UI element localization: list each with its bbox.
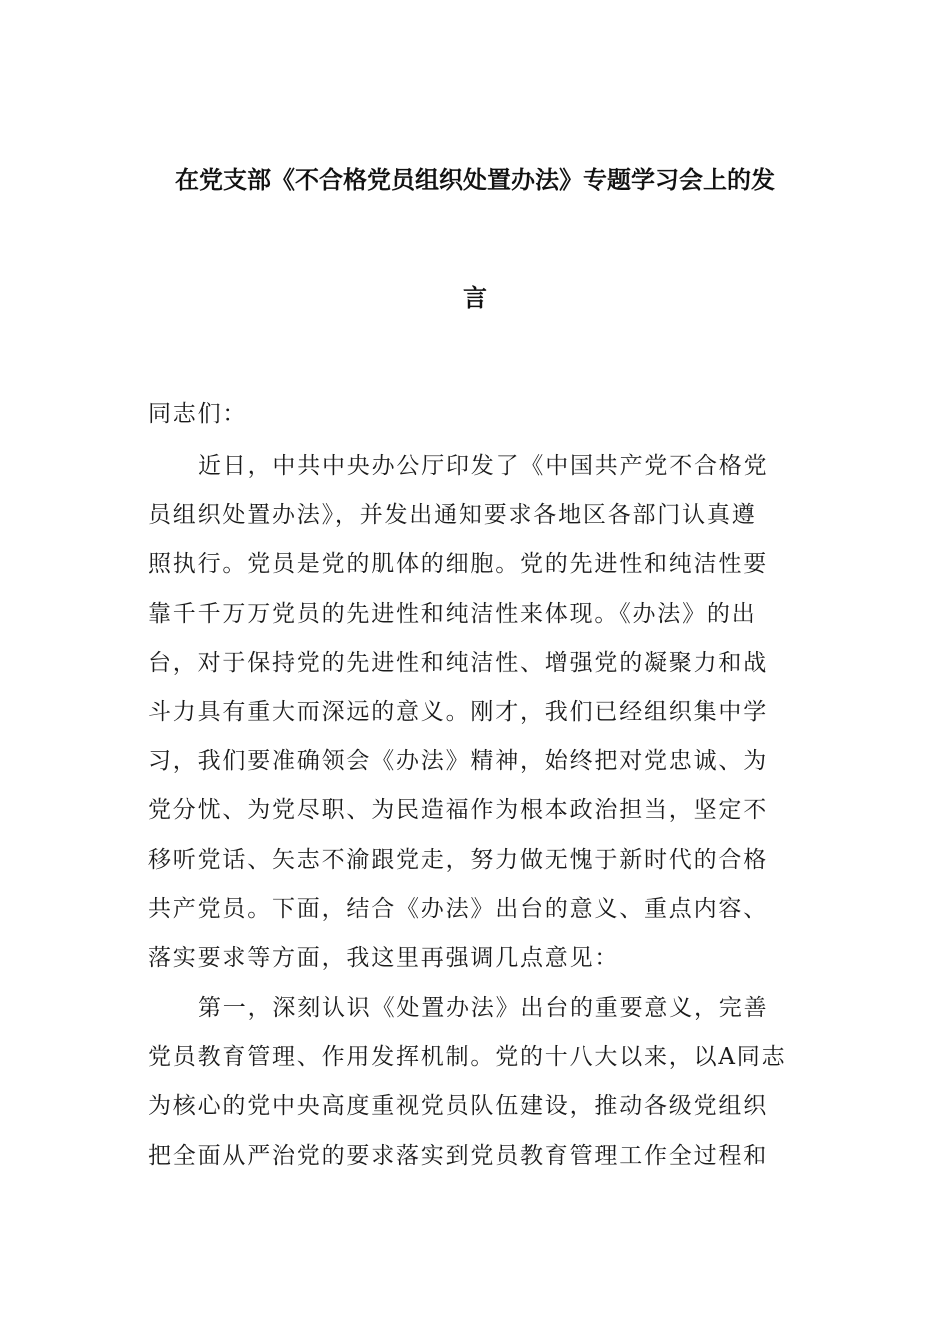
paragraph-line: 台，对于保持党的先进性和纯洁性、增强党的凝聚力和战 — [148, 649, 768, 676]
paragraph-line: 靠千千万万党员的先进性和纯洁性来体现。《办法》的出 — [148, 600, 757, 627]
paragraph-line: 移听党话、矢志不渝跟党走，努力做无愧于新时代的合格 — [148, 846, 768, 873]
document-title-line-1: 在党支部《不合格党员组织处置办法》专题学习会上的发 — [175, 166, 775, 194]
paragraph-line: 第一，深刻认识《处置办法》出台的重要意义，完善 — [198, 995, 769, 1021]
paragraph-line: 落实要求等方面，我这里再强调几点意见： — [148, 944, 620, 971]
paragraph-line: 近日，中共中央办公厅印发了《中国共产党不合格党 — [198, 453, 769, 479]
paragraph-line: 为核心的党中央高度重视党员队伍建设，推动各级党组织 — [148, 1093, 768, 1120]
paragraph-line: 照执行。党员是党的肌体的细胞。党的先进性和纯洁性要 — [148, 551, 768, 578]
paragraph-line: 员组织处置办法》，并发出通知要求各地区各部门认真遵 — [148, 502, 757, 529]
document-title-line-2: 言 — [463, 284, 487, 312]
paragraph-line: 斗力具有重大而深远的意义。刚才，我们已经组织集中学 — [148, 698, 768, 725]
salutation: 同志们： — [148, 401, 248, 427]
paragraph-line: 共产党员。下面，结合《办法》出台的意义、重点内容、 — [148, 895, 768, 922]
paragraph-1 — [148, 442, 808, 983]
paragraph-line: 党分忧、为党尽职、为民造福作为根本政治担当，坚定不 — [148, 797, 768, 824]
paragraph-2 — [148, 984, 808, 1181]
paragraph-line: 把全面从严治党的要求落实到党员教育管理工作全过程和 — [148, 1142, 768, 1169]
paragraph-line: 习，我们要准确领会《办法》精神，始终把对党忠诚、为 — [148, 748, 768, 775]
paragraph-line: 党员教育管理、作用发挥机制。党的十八大以来，以A同志 — [148, 1044, 787, 1071]
